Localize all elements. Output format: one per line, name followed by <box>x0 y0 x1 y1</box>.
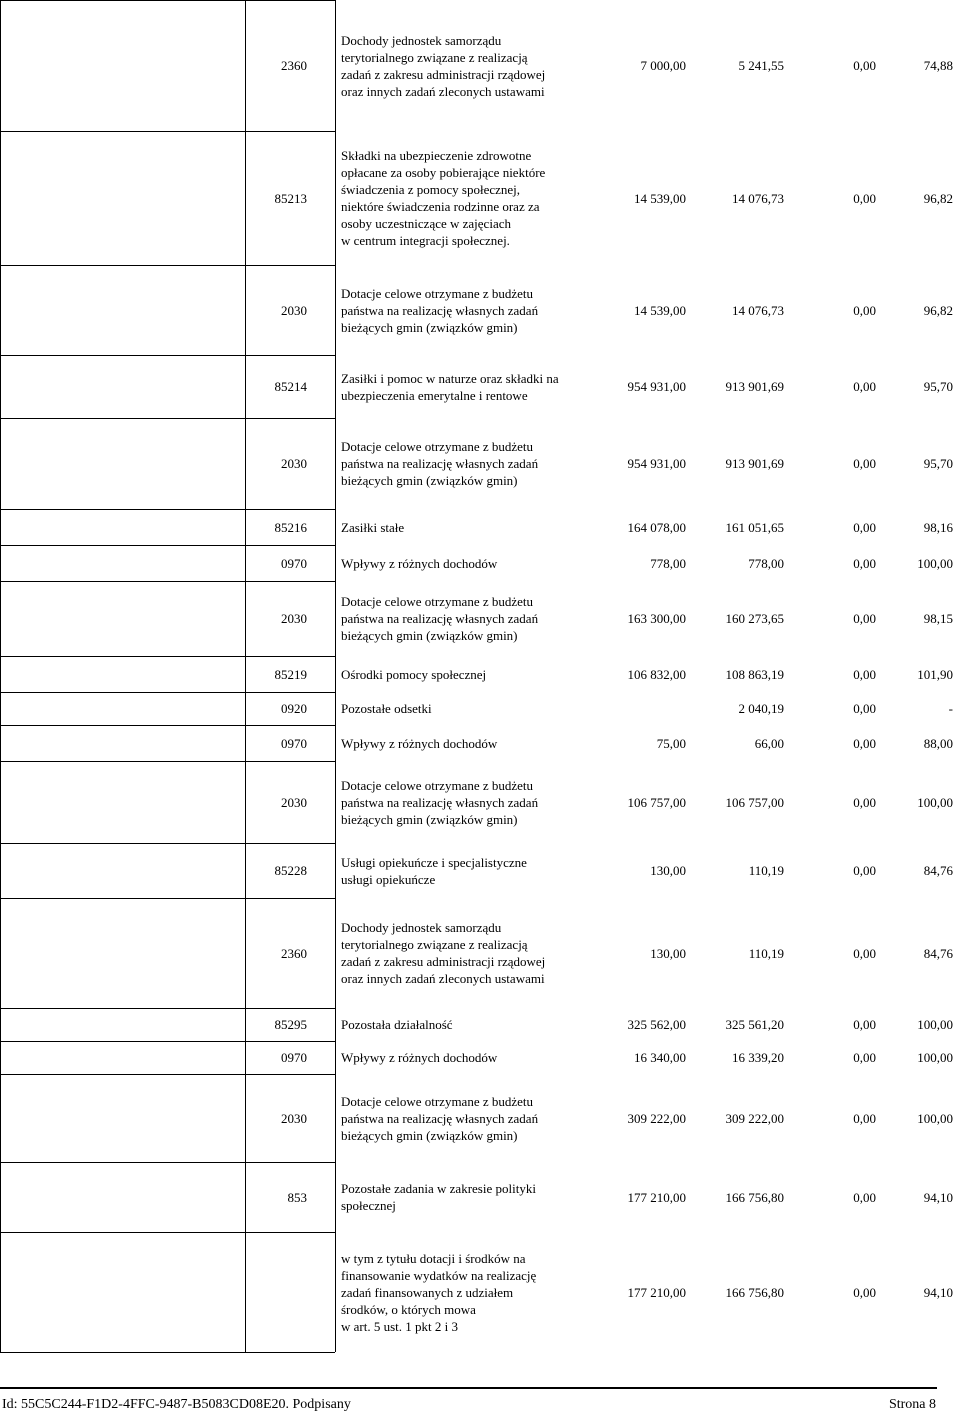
row-code: 85214 <box>274 379 307 394</box>
percent-value: 94,10 <box>923 1189 953 1205</box>
plan-value: 325 562,00 <box>627 1017 686 1032</box>
row-description: Pozostałe odsetki <box>341 701 432 716</box>
execution-value: 166 756,80 <box>725 1284 784 1300</box>
percent-value: 100,00 <box>917 555 953 571</box>
execution-value: 166 756,80 <box>725 1189 784 1205</box>
receivables-value: 0,00 <box>853 58 876 73</box>
receivables-value: 0,00 <box>853 945 876 961</box>
row-code: 85216 <box>274 519 307 535</box>
plan-value: 177 210,00 <box>627 1284 686 1300</box>
plan-value: 106 757,00 <box>627 794 686 810</box>
plan-value: 309 222,00 <box>627 1110 686 1126</box>
execution-value: 5 241,55 <box>738 58 784 73</box>
receivables-value: 0,00 <box>853 1189 876 1205</box>
execution-value: 161 051,65 <box>725 519 784 535</box>
row-description: Zasiłki i pomoc w naturze oraz składki na ubezpieczenia emerytalne i rentowe <box>341 370 559 403</box>
row-code: 2030 <box>281 456 307 471</box>
execution-value: 108 863,19 <box>725 666 784 682</box>
plan-value: 14 539,00 <box>634 302 686 318</box>
row-description: Dotacje celowe otrzymane z budżetu państwa na realizację własnych zadań bieżących gmin (związków gmin) <box>341 1093 539 1143</box>
execution-value: 110,19 <box>748 863 784 878</box>
row-code: 85228 <box>274 863 307 878</box>
percent-value: 100,00 <box>917 794 953 810</box>
receivables-value: 0,00 <box>853 1017 876 1032</box>
page-number: Strona 8 <box>888 1397 936 1412</box>
execution-value: 14 076,73 <box>732 190 784 206</box>
row-description: Wpływy z różnych dochodów <box>341 735 498 751</box>
plan-value: 7 000,00 <box>640 58 686 73</box>
receivables-value: 0,00 <box>853 735 876 751</box>
receivables-value: 0,00 <box>853 1284 876 1300</box>
percent-value: 98,16 <box>923 519 953 535</box>
plan-value: 778,00 <box>650 555 686 571</box>
execution-value: 110,19 <box>748 945 784 961</box>
row-code: 2030 <box>281 1110 307 1126</box>
row-description: Dochody jednostek samorządu terytorialnego związane z realizacją zadań z zakresu administracji rządowej oraz innych zadań zleconych ustawami <box>341 32 546 99</box>
row-code: 0970 <box>281 1050 307 1065</box>
row-code: 0970 <box>281 735 307 751</box>
execution-value: 309 222,00 <box>725 1110 784 1126</box>
execution-value: 66,00 <box>754 735 784 751</box>
row-code: 85213 <box>274 190 307 206</box>
row-description: Dotacje celowe otrzymane z budżetu państwa na realizację własnych zadań bieżących gmin (związków gmin) <box>341 777 539 827</box>
percent-value: 84,76 <box>923 863 953 878</box>
percent-value: 101,90 <box>917 666 953 682</box>
execution-value: 325 561,20 <box>725 1017 784 1032</box>
row-code: 2030 <box>281 794 307 810</box>
plan-value: 163 300,00 <box>627 611 686 626</box>
receivables-value: 0,00 <box>853 863 876 878</box>
row-code: 0920 <box>281 701 307 716</box>
row-code: 2030 <box>281 302 307 318</box>
receivables-value: 0,00 <box>853 456 876 471</box>
document-id: Id: 55C5C244-F1D2-4FFC-9487-B5083CD08E20. Podpisany <box>2 1397 351 1412</box>
row-description: Wpływy z różnych dochodów <box>341 555 498 571</box>
row-code: 853 <box>287 1189 307 1205</box>
plan-value: 954 931,00 <box>627 456 686 471</box>
plan-value: 164 078,00 <box>627 519 686 535</box>
percent-value: 74,88 <box>923 58 953 73</box>
plan-value: 75,00 <box>656 735 686 751</box>
receivables-value: 0,00 <box>853 611 876 626</box>
receivables-value: 0,00 <box>853 190 876 206</box>
row-code: 2030 <box>281 611 307 626</box>
row-description: Usługi opiekuńcze i specjalistyczne usługi opiekuńcze <box>341 854 527 887</box>
receivables-value: 0,00 <box>853 1110 876 1126</box>
percent-value: 100,00 <box>917 1017 953 1032</box>
receivables-value: 0,00 <box>853 302 876 318</box>
plan-value: 14 539,00 <box>634 190 686 206</box>
row-description: Pozostałe zadania w zakresie polityki społecznej <box>341 1181 536 1213</box>
plan-value: 954 931,00 <box>627 379 686 394</box>
percent-value: 96,82 <box>923 190 953 206</box>
row-description: w tym z tytułu dotacji i środków na finansowanie wydatków na realizację zadań finansowanych z udziałem środków, o których mowa w art. 5 ust. 1 pkt 2 i 3 <box>341 1250 537 1334</box>
receivables-value: 0,00 <box>853 666 876 682</box>
row-code: 85295 <box>274 1017 307 1032</box>
row-code: 85219 <box>274 666 307 682</box>
row-description: Pozostała działalność <box>341 1017 453 1032</box>
row-code: 0970 <box>281 555 307 571</box>
execution-value: 14 076,73 <box>732 302 784 318</box>
percent-value: 84,76 <box>923 945 953 961</box>
footer-rule <box>0 1387 937 1389</box>
percent-value: 98,15 <box>923 611 953 626</box>
row-code: 2360 <box>281 945 307 961</box>
execution-value: 913 901,69 <box>725 456 784 471</box>
plan-value: 177 210,00 <box>627 1189 686 1205</box>
plan-value: 106 832,00 <box>627 666 686 682</box>
row-description: Dochody jednostek samorządu terytorialnego związane z realizacją zadań z zakresu administracji rządowej oraz innych zadań zleconych ustawami <box>341 920 546 986</box>
execution-value: 16 339,20 <box>732 1050 784 1065</box>
execution-value: 2 040,19 <box>738 701 784 716</box>
percent-value: 96,82 <box>923 302 953 318</box>
row-description: Ośrodki pomocy społecznej <box>341 666 487 682</box>
percent-value: 100,00 <box>917 1050 953 1065</box>
receivables-value: 0,00 <box>853 519 876 535</box>
receivables-value: 0,00 <box>853 794 876 810</box>
plan-value: 16 340,00 <box>634 1050 686 1065</box>
row-description: Wpływy z różnych dochodów <box>341 1050 498 1065</box>
row-description: Dotacje celowe otrzymane z budżetu państwa na realizację własnych zadań bieżących gmin (związków gmin) <box>341 285 539 335</box>
execution-value: 913 901,69 <box>725 379 784 394</box>
percent-value: 95,70 <box>923 456 953 471</box>
receivables-value: 0,00 <box>853 701 876 716</box>
row-description: Zasiłki stałe <box>341 519 405 535</box>
execution-value: 160 273,65 <box>725 611 784 626</box>
execution-value: 778,00 <box>748 555 784 571</box>
plan-value: 130,00 <box>650 945 686 961</box>
percent-value: 100,00 <box>917 1110 953 1126</box>
percent-value: 94,10 <box>923 1284 953 1300</box>
percent-value: 88,00 <box>923 735 953 751</box>
percent-value: 95,70 <box>923 379 953 394</box>
row-code: 2360 <box>281 58 307 73</box>
plan-value: 130,00 <box>650 863 686 878</box>
receivables-value: 0,00 <box>853 555 876 571</box>
row-description: Dotacje celowe otrzymane z budżetu państwa na realizację własnych zadań bieżących gmin (związków gmin) <box>341 439 539 488</box>
receivables-value: 0,00 <box>853 1050 876 1065</box>
row-description: Składki na ubezpieczenie zdrowotne opłacane za osoby pobierające niektóre świadczenia z pomocy społecznej, niektóre świadczenia rodzinne oraz za osoby uczestniczące w zajęciach w centrum integracji społecznej. <box>341 148 546 248</box>
receivables-value: 0,00 <box>853 379 876 394</box>
row-description: Dotacje celowe otrzymane z budżetu państwa na realizację własnych zadań bieżących gmin (związków gmin) <box>341 594 539 643</box>
execution-value: 106 757,00 <box>725 794 784 810</box>
percent-value: - <box>948 701 953 716</box>
